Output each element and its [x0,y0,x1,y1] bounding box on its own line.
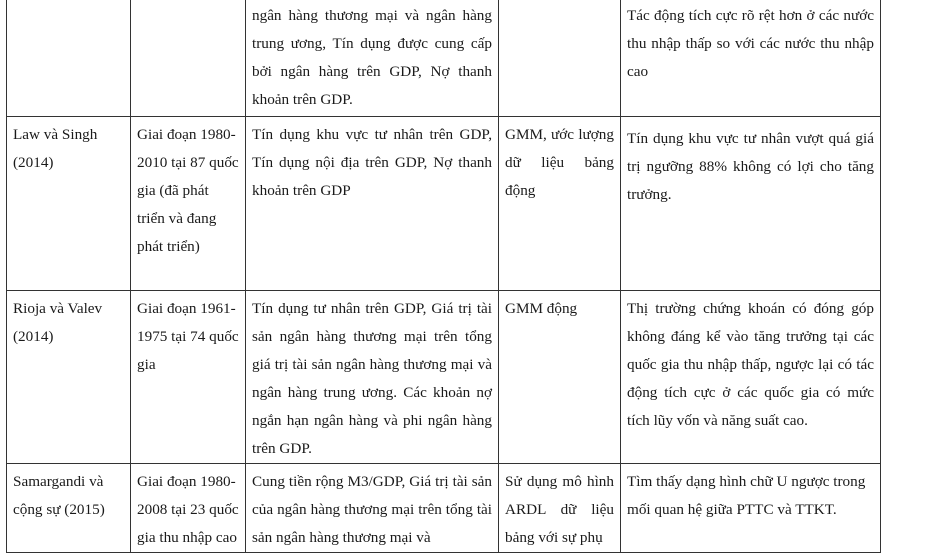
scope-cell: Giai đoạn 1961-1975 tại 74 quốc gia [131,291,246,464]
literature-review-table [6,0,881,553]
method-cell: GMM động [499,291,621,464]
variables-cell: Tín dụng khu vực tư nhân trên GDP, Tín dụng nội địa trên GDP, Nợ thanh khoản trên GDP [246,117,499,291]
scope-cell: Giai đoạn 1980-2008 tại 23 quốc gia thu nhập cao [131,464,246,553]
author-cell: Law và Singh (2014) [7,117,131,291]
result-cell: Tìm thấy dạng hình chữ U ngược trong mối quan hệ giữa PTTC và TTKT. [621,464,881,553]
variables-cell: Cung tiền rộng M3/GDP, Giá trị tài sản của ngân hàng thương mại trên tổng tài sản ngân hàng thương mại và [246,464,499,553]
author-cell [7,0,131,117]
result-cell: Tác động tích cực rõ rệt hơn ở các nước thu nhập thấp so với các nước thu nhập cao [621,0,881,117]
result-cell: Thị trường chứng khoán có đóng góp không đáng kể vào tăng trưởng tại các quốc gia thu nhập thấp, ngược lại có tác động tích cực ở các quốc gia có mức tích lũy vốn và năng suất cao. [621,291,881,464]
variables-cell: ngân hàng thương mại và ngân hàng trung ương, Tín dụng được cung cấp bởi ngân hàng trên GDP, Nợ thanh khoản trên GDP. [246,0,499,117]
table-row [7,117,881,291]
method-cell: Sử dụng mô hình ARDL dữ liệu bảng với sự phụ [499,464,621,553]
scope-cell: Giai đoạn 1980-2010 tại 87 quốc gia (đã phát triển và đang phát triển) [131,117,246,291]
variables-cell: Tín dụng tư nhân trên GDP, Giá trị tài sản ngân hàng thương mại trên tổng giá trị tài sản ngân hàng thương mại và ngân hàng trung ương. Các khoản nợ ngắn hạn ngân hàng và phi ngân hàng trên GDP. [246,291,499,464]
author-cell: Rioja và Valev (2014) [7,291,131,464]
method-cell [499,0,621,117]
table-row [7,0,881,117]
table-row [7,464,881,553]
scope-cell [131,0,246,117]
author-cell: Samargandi và cộng sự (2015) [7,464,131,553]
result-cell: Tín dụng khu vực tư nhân vượt quá giá trị ngưỡng 88% không có lợi cho tăng trưởng. [621,117,881,291]
table-row [7,291,881,464]
method-cell: GMM, ước lượng dữ liệu bảng động [499,117,621,291]
